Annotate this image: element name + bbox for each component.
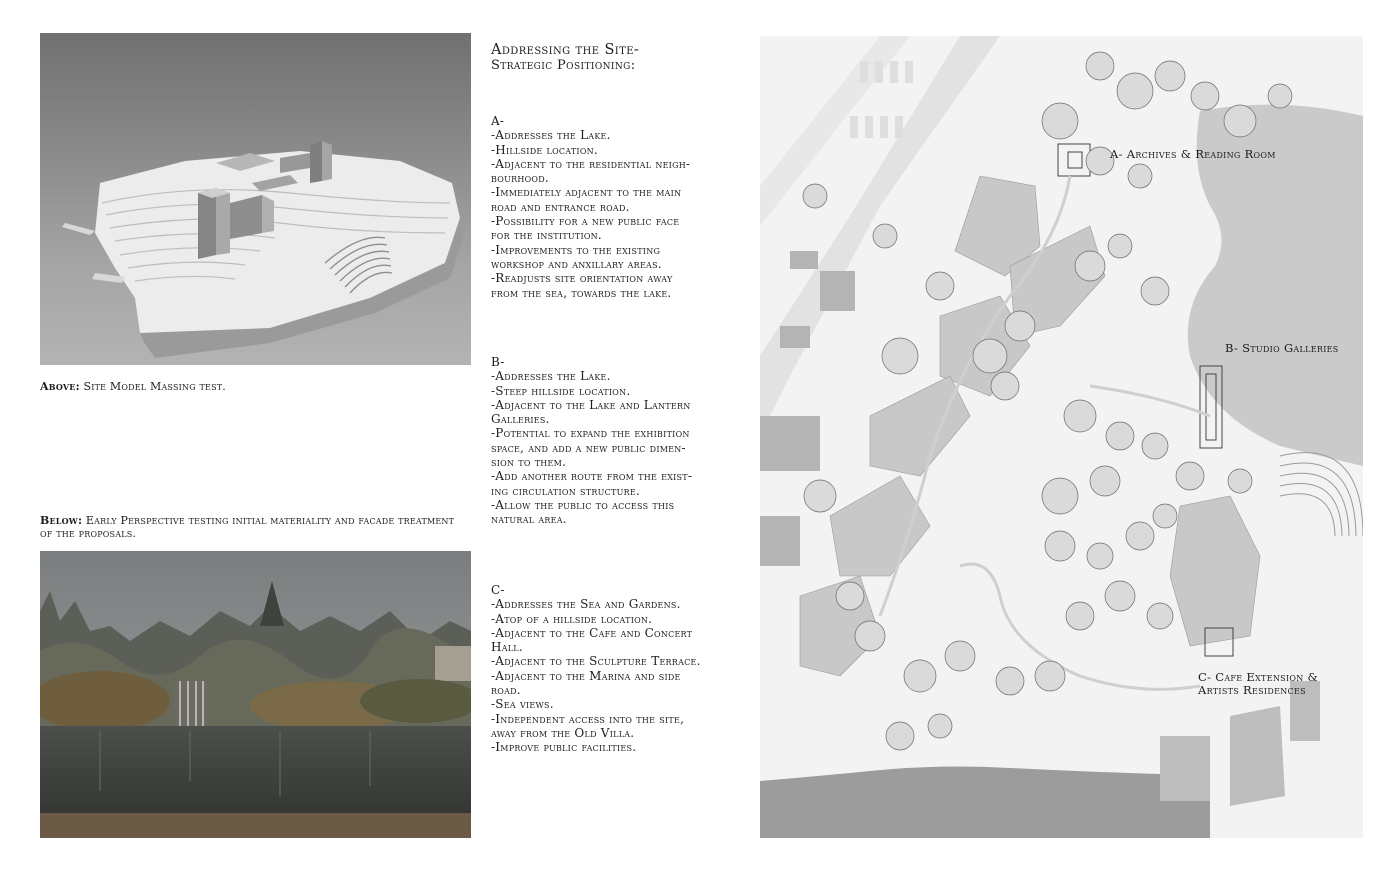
- page-title: Addressing the Site-: [491, 42, 640, 58]
- section-line: -Immediately adjacent to the main: [491, 185, 682, 200]
- section-line: workshop and anxillary areas.: [491, 256, 662, 271]
- site-model-photo: [40, 33, 471, 365]
- section-line: -Improvements to the existing: [491, 242, 661, 257]
- section-line: -Allow the public to access this: [491, 497, 675, 512]
- section-line: -Adjacent to the Marina and side: [491, 668, 681, 683]
- above-caption: [40, 380, 226, 393]
- section-line: -Adjacent to the Sculpture Terrace.: [491, 654, 701, 669]
- section-line: road.: [491, 683, 521, 698]
- below-caption: [40, 514, 460, 540]
- section-line: Galleries.: [491, 412, 550, 427]
- section-line: road and entrance road.: [491, 199, 630, 214]
- section-line: bourhood.: [491, 171, 549, 186]
- section-line: -Possibility for a new public face: [491, 214, 680, 229]
- section-line: -Addresses the Lake.: [491, 128, 611, 143]
- section-line: -Readjusts site orientation away: [491, 271, 673, 286]
- section-line: -Potential to expand the exhibition: [491, 426, 690, 441]
- section-line: -Addresses the Lake.: [491, 369, 611, 384]
- above-caption-text: Site Model Massing test.: [79, 380, 226, 393]
- section-letter: A-: [491, 114, 505, 128]
- section-letter: B-: [491, 355, 505, 369]
- section-line: ing circulation structure.: [491, 483, 641, 498]
- section-line: away from the Old Villa.: [491, 725, 635, 740]
- label-studio-galleries: B- Studio Galleries: [1225, 341, 1339, 355]
- section-line: from the sea, towards the lake.: [491, 285, 672, 300]
- section-line: -Hillside location.: [491, 142, 598, 157]
- section-line: -Atop of a hillside location.: [491, 611, 653, 626]
- page-subtitle: Strategic Positioning:: [491, 58, 636, 73]
- section-b: [491, 355, 746, 527]
- below-caption-text: Early Perspective testing initial materiality and facade treatment of the proposals.: [40, 514, 455, 540]
- section-line: -Sea views.: [491, 697, 554, 712]
- above-caption-label: Above:: [40, 380, 80, 393]
- section-line: sion to them.: [491, 455, 567, 470]
- below-caption-label: Below:: [40, 514, 83, 527]
- section-line: -Improve public facilities.: [491, 740, 637, 755]
- section-line: natural area.: [491, 512, 567, 527]
- strategy-text-column: [491, 42, 746, 755]
- site-plan: [760, 36, 1363, 838]
- section-line: -Add another route from the exist-: [491, 469, 693, 484]
- section-line: space, and add a new public dimen-: [491, 440, 686, 455]
- section-line: -Steep hillside location.: [491, 383, 631, 398]
- section-line: -Adjacent to the Cafe and Concert: [491, 625, 693, 640]
- section-a: [491, 114, 746, 300]
- section-line: -Adjacent to the Lake and Lantern: [491, 397, 691, 412]
- section-line: for the institution.: [491, 228, 602, 243]
- label-archives: A- Archives & Reading Room: [1110, 147, 1276, 161]
- section-line: -Adjacent to the residential neigh-: [491, 156, 691, 171]
- lake-perspective-photo: [40, 551, 471, 838]
- section-c: [491, 583, 746, 755]
- section-line: -Addresses the Sea and Gardens.: [491, 597, 681, 612]
- section-letter: C-: [491, 583, 505, 597]
- section-line: -Independent access into the site,: [491, 711, 685, 726]
- label-cafe-extension: C- Cafe Extension &: [1198, 670, 1319, 684]
- label-artists-residences: Artists Residences: [1198, 683, 1306, 697]
- section-line: Hall.: [491, 640, 523, 655]
